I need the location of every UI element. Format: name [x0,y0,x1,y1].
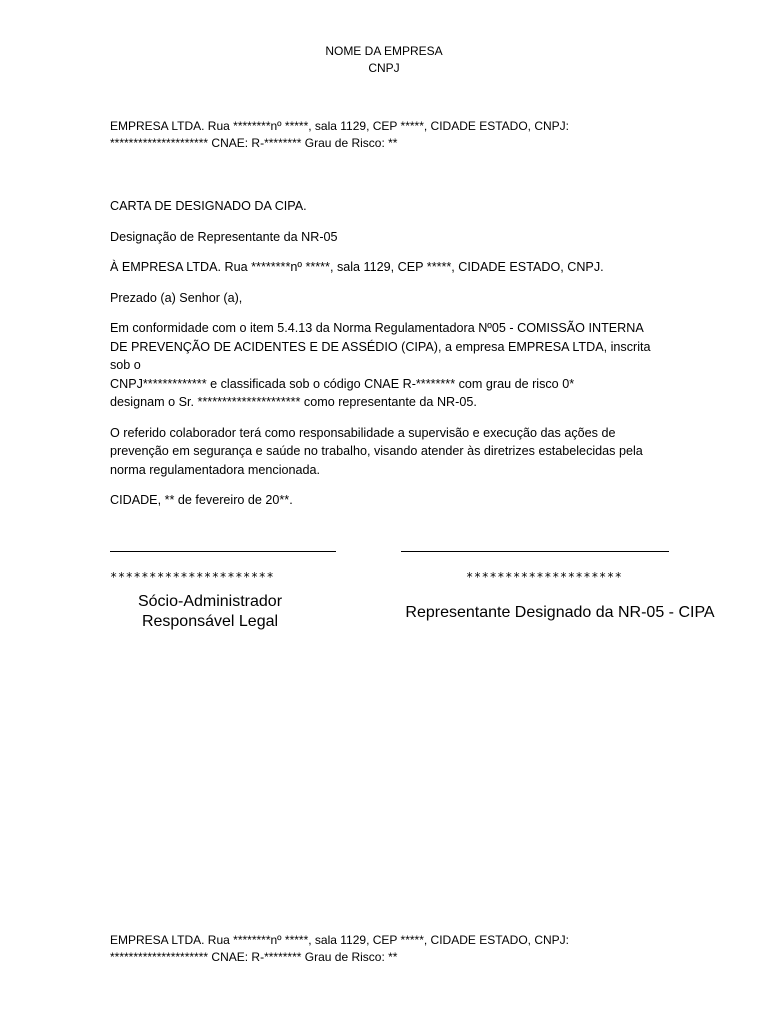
left-signatory-name: ********************* [110,570,275,584]
letter-title: CARTA DE DESIGNADO DA CIPA. [110,199,307,213]
paragraph-2-line: prevenção em segurança e saúde no trabalho, visando atender às diretrizes estabelecidas pela [110,444,643,458]
letter-body [110,197,660,522]
letter-date: CIDADE, ** de fevereiro de 20**. [110,493,293,507]
paragraph-1-line: CNPJ************* e classificada sob o código CNAE R-******** com grau de risco 0* [110,376,575,391]
right-signature-line [401,551,669,552]
paragraph-1-line: designam o Sr. ********************* como representante da NR-05. [110,395,477,409]
footer-address-block [110,932,650,966]
letter-greeting: Prezado (a) Senhor (a), [110,290,243,305]
top-address-block [110,118,650,152]
letter-paragraph-1 [110,319,660,412]
paragraph-1-line: Em conformidade com o item 5.4.13 da Norma Regulamentadora Nº05 - COMISSÃO INTERNA [110,321,644,335]
paragraph-1-line: DE PREVENÇÃO DE ACIDENTES E DE ASSÉDIO (CIPA), a empresa EMPRESA LTDA, inscrita sob o [110,339,651,372]
left-role-line-2: Responsável Legal [141,613,279,630]
right-signatory-name: ******************** [466,570,623,584]
paragraph-2-line: O referido colaborador terá como responsabilidade a supervisão e execução das ações de [110,425,616,440]
top-address-line-1: EMPRESA LTDA. Rua ********nº *****, sala 1129, CEP *****, CIDADE ESTADO, CNPJ: [110,119,570,133]
letterhead [0,43,768,77]
paragraph-2-line: norma regulamentadora mencionada. [110,462,321,477]
right-signatory-role: Representante Designado da NR-05 - CIPA [405,604,715,621]
letter-subject: Designação de Representante da NR-05 [110,229,338,244]
letter-paragraph-2 [110,424,660,480]
company-name: NOME DA EMPRESA [325,44,443,58]
letter-recipient: À EMPRESA LTDA. Rua ********nº *****, sala 1129, CEP *****, CIDADE ESTADO, CNPJ. [110,260,604,274]
left-signature-line [110,551,336,552]
footer-address-line-1: EMPRESA LTDA. Rua ********nº *****, sala 1129, CEP *****, CIDADE ESTADO, CNPJ: [110,933,570,947]
footer-address-line-2: ********************* CNAE: R-******** Grau de Risco: ** [110,950,398,964]
company-cnpj-label: CNPJ [368,61,400,75]
top-address-line-2: ********************* CNAE: R-******** Grau de Risco: ** [110,136,398,150]
left-signatory-role [110,592,310,632]
left-role-line-1: Sócio-Administrador [137,593,283,610]
